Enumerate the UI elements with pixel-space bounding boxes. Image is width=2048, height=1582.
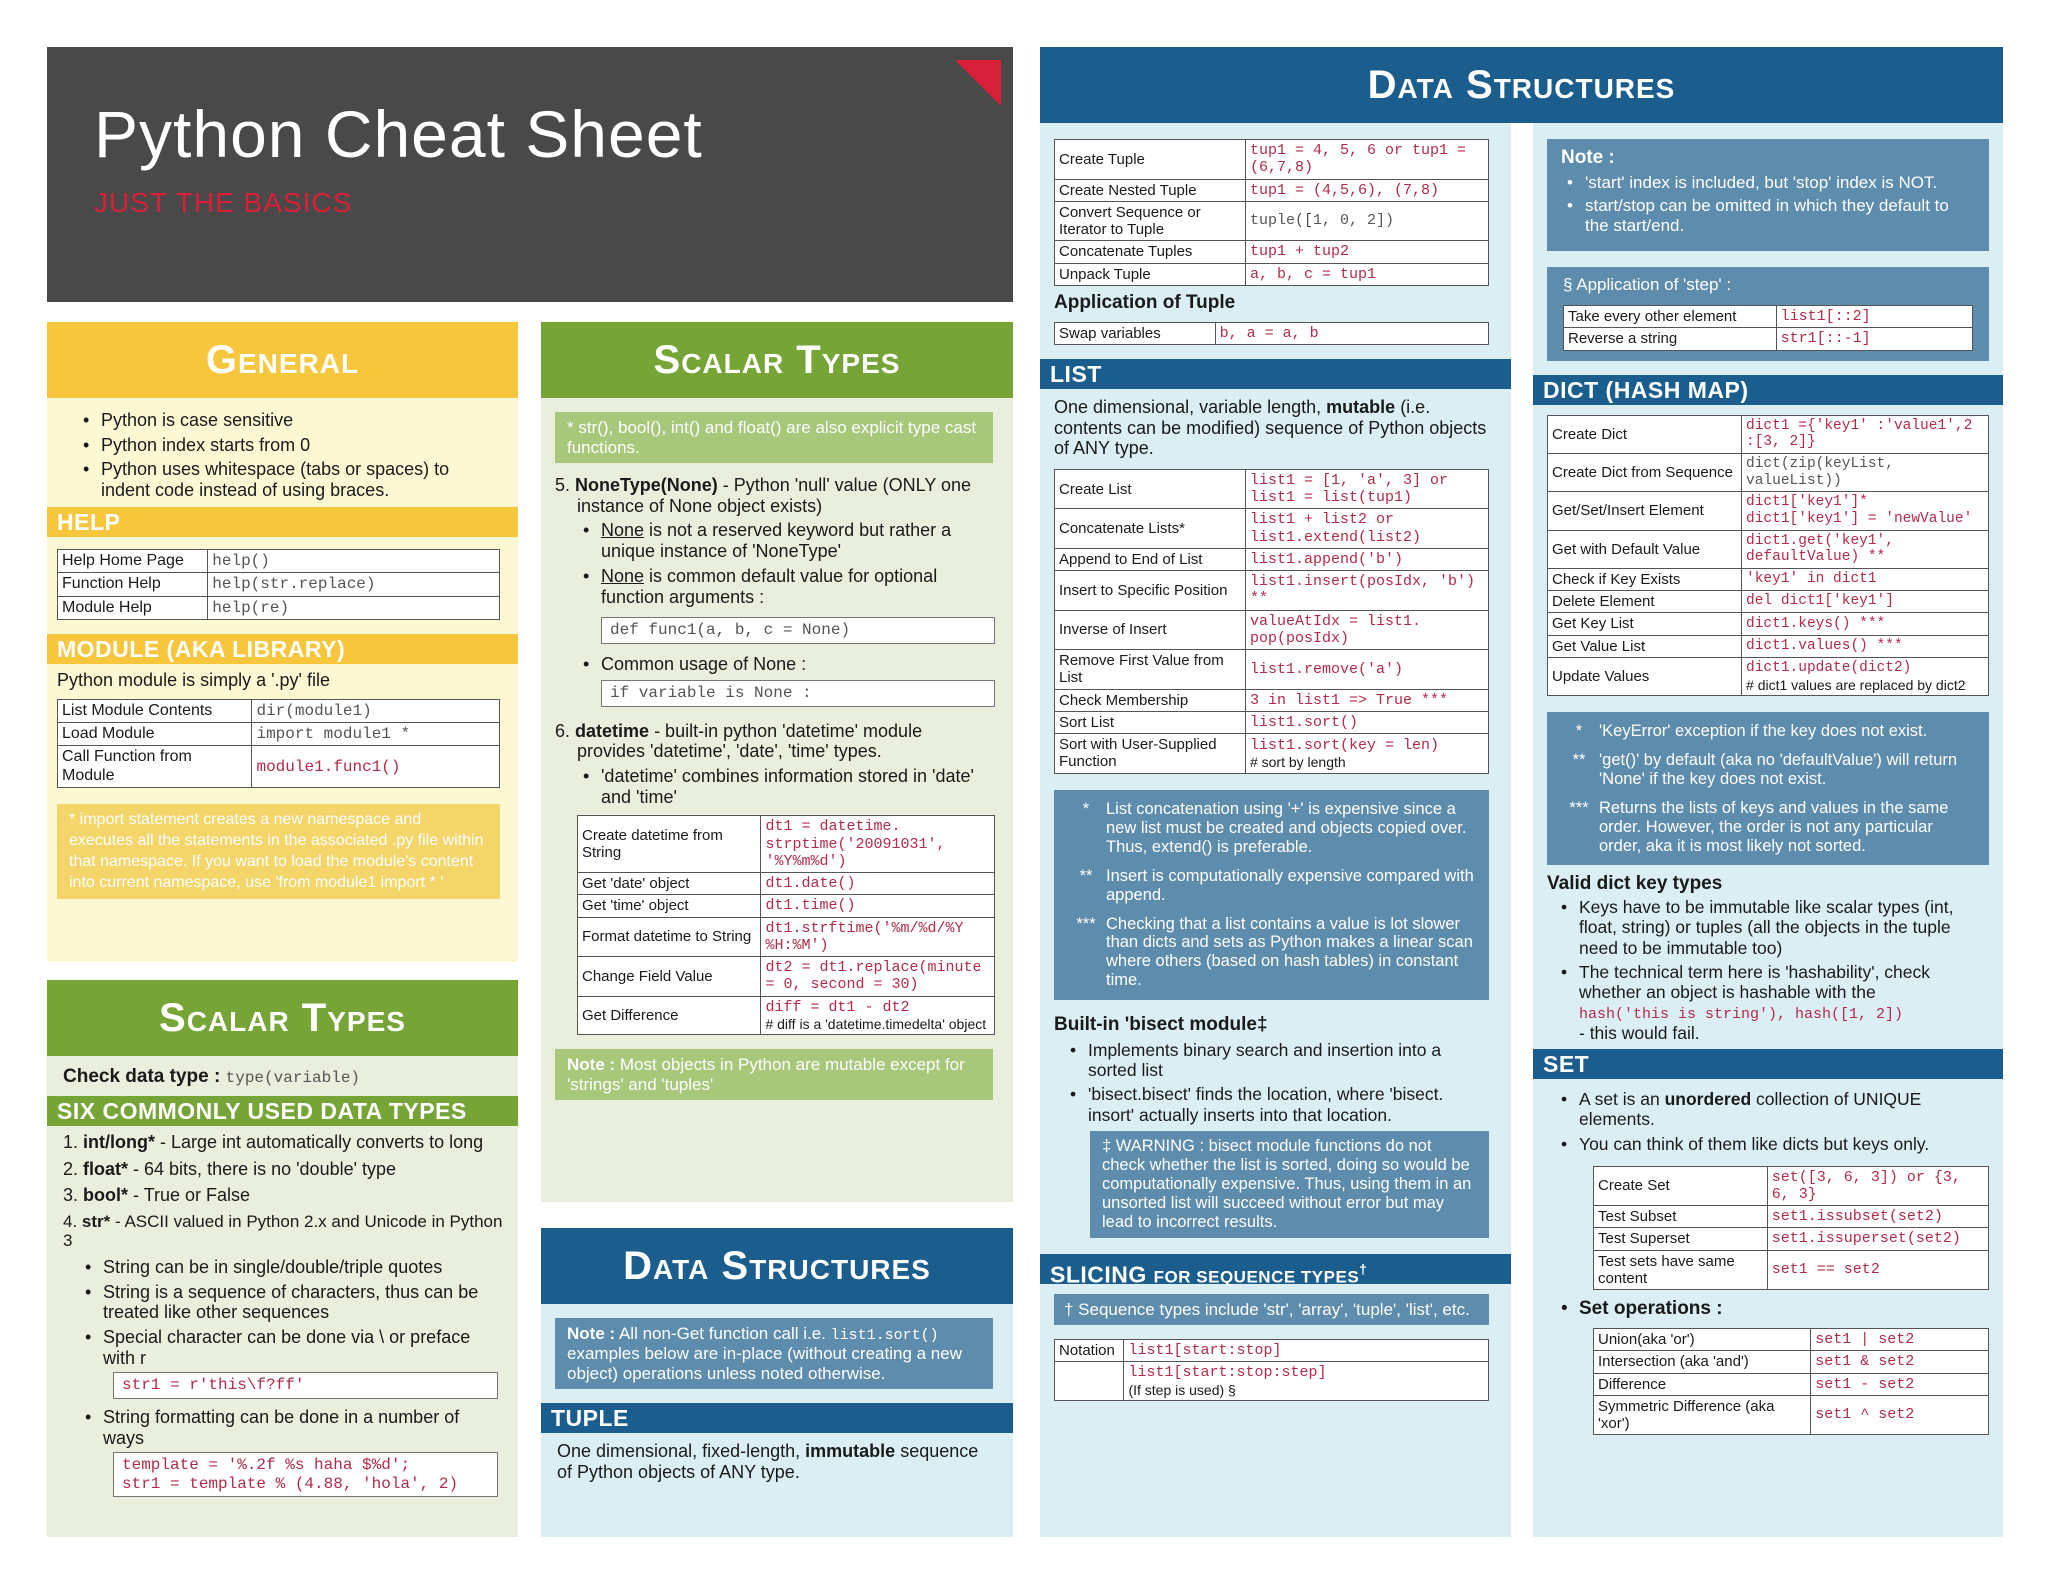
scalar-left-title: Scalar Types (47, 980, 518, 1056)
table-row: Get Key List dict1.keys() *** (1548, 613, 1989, 635)
scalar-types-mid-panel (541, 322, 1013, 1202)
slice-note-bullets (1561, 173, 1975, 236)
six-types-list (47, 1126, 518, 1497)
bisect-warning: ‡ WARNING : bisect module functions do not check whether the list is sorted, doing so would be computationally expensive. Thus, using them in an unsorted list will succeed without error but may lead to incorrect results. (1090, 1131, 1489, 1238)
none-usage-code: if variable is None : (601, 680, 995, 706)
setops-table (1593, 1328, 1989, 1435)
table-row: Get with Default Value dict1.get('key1', defaultValue) ** (1548, 530, 1989, 568)
table-row: Notation list1[start:stop] (1055, 1340, 1489, 1362)
header-banner (47, 47, 1013, 302)
datetime-item: 6. datetime - built-in python 'datetime' module provides 'datetime', 'date', 'time' types. (555, 720, 923, 762)
module-note: * import statement creates a new namespace and executes all the statements in the associated .py file within that namespace. If you want to load the module's content into current namespace, use 'from module1 import * ' (57, 804, 500, 899)
corner-triangle (955, 60, 1001, 106)
table-row: Swap variables b, a = a, b (1055, 322, 1489, 344)
list-item: • Python index starts from 0 (77, 435, 498, 456)
list-item: • start/stop can be omitted in which they default to the start/end. (1561, 196, 1975, 235)
module-table (57, 699, 500, 789)
mutable-note: Note : Most objects in Python are mutable except for 'strings' and 'tuples' (555, 1049, 993, 1100)
string-bullets (63, 1257, 504, 1368)
step-box: § Application of 'step' : Take every other element list1[::2] Reverse a string str1[::-1] (1547, 267, 1989, 360)
table-row: Module Help help(re) (58, 596, 500, 619)
table-row: Create Tuple tup1 = 4, 5, 6 or tup1 = (6,7,8) (1055, 140, 1489, 180)
table-row: Test Superset set1.issuperset(set2) (1594, 1228, 1989, 1250)
general-panel (47, 322, 518, 962)
format-bullets (63, 1407, 504, 1448)
list-item: ** 'get()' by default (aka no 'defaultValue') will return 'None' if the key does not exist. (1572, 750, 1958, 788)
table-row: Convert Sequence or Iterator to Tuple tuple([1, 0, 2]) (1055, 201, 1489, 241)
table-row: Concatenate Lists* list1 + list2 or list1.extend(list2) (1055, 509, 1489, 549)
table-row: Call Function from Module module1.func1() (58, 746, 500, 788)
dict-table (1547, 415, 1989, 696)
table-row: Get 'time' object dt1.time() (578, 895, 995, 917)
list-item: • Common usage of None : (577, 654, 995, 675)
help-heading: HELP (47, 507, 518, 537)
general-bullets (47, 398, 518, 501)
list-item: * List concatenation using '+' is expensive since a new list must be created and objects copied over. Thus, extend() is preferable. (1082, 799, 1467, 856)
inplace-note: Note : All non-Get function call i.e. list1.sort() examples below are in-place (without creating a new object) operations unless noted otherwise. (555, 1318, 993, 1389)
module-intro: Python module is simply a '.py' file (57, 669, 330, 690)
table-row: Sort List list1.sort() (1055, 711, 1489, 733)
table-row: Sort with User-Supplied Function list1.sort(key = len) # sort by length (1055, 734, 1489, 774)
table-row: Create datetime from String dt1 = datetime. strptime('20091031', '%Y%m%d') (578, 816, 995, 873)
raw-string-code: str1 = r'this\f?ff' (113, 1372, 498, 1398)
list-notes (1054, 790, 1489, 1001)
ds-right-title: Data Structures (1040, 47, 2003, 123)
table-row: Concatenate Tuples tup1 + tup2 (1055, 241, 1489, 263)
table-row: Load Module import module1 * (58, 723, 500, 746)
table-row: Create Nested Tuple tup1 = (4,5,6), (7,8) (1055, 179, 1489, 201)
data-structures-col3 (1040, 123, 1511, 1537)
set-table (1593, 1166, 1989, 1291)
cast-note: * str(), bool(), int() and float() are also explicit type cast functions. (555, 412, 993, 463)
list-item: ** Insert is computationally expensive compared with append. (1079, 866, 1474, 904)
datetime-bullets (555, 766, 995, 807)
list-item: * 'KeyError' exception if the key does not exist. (1575, 721, 1928, 740)
table-row: Check Membership 3 in list1 => True *** (1055, 689, 1489, 711)
format-code: template = '%.2f %s haha $%d'; str1 = template % (4.88, 'hola', 2) (113, 1452, 498, 1497)
list-item: 3. bool* - True or False (63, 1185, 251, 1206)
none-bullets (555, 520, 995, 607)
scalar-types-left-panel (47, 980, 518, 1537)
table-row: Test Subset set1.issubset(set2) (1594, 1206, 1989, 1228)
setops-bullet (1533, 1290, 2003, 1320)
table-row: Function Help help(str.replace) (58, 573, 500, 596)
table-row: Test sets have same content set1 == set2 (1594, 1250, 1989, 1290)
list-item: • String formatting can be done in a number of ways (79, 1407, 504, 1448)
table-row: Append to End of List list1.append('b') (1055, 548, 1489, 570)
table-row: Create Dict dict1 ={'key1' :'value1',2 :[3, 2]} (1548, 415, 1989, 453)
table-row: Update Values dict1.update(dict2) # dict1 values are replaced by dict2 (1548, 657, 1989, 695)
table-row: Union(aka 'or') set1 | set2 (1594, 1329, 1989, 1351)
set-heading: SET (1533, 1049, 2003, 1079)
table-row: Format datetime to String dt1.strftime('%m/%d/%Y %H:%M') (578, 917, 995, 957)
list-item: • None is not a reserved keyword but rather a unique instance of 'NoneType' (577, 520, 995, 561)
slicing-note: † Sequence types include 'str', 'array', 'tuple', 'list', etc. (1054, 1294, 1489, 1326)
bisect-heading: Built-in 'bisect module‡ (1054, 1014, 1268, 1036)
scalar-mid-title: Scalar Types (541, 322, 1013, 398)
list-item: *** Checking that a list contains a value is lot slower than dicts and sets as Python makes a linear scan where others (based on hash tables) in constant time. (1076, 914, 1473, 990)
page-subtitle: JUST THE BASICS (94, 187, 353, 218)
list-item: • String can be in single/double/triple quotes (79, 1257, 504, 1278)
list-item: • Set operations : (1555, 1298, 1989, 1320)
set-bullets (1533, 1079, 2003, 1153)
list-item: • 'start' index is included, but 'stop' index is NOT. (1561, 173, 1975, 193)
table-row: List Module Contents dir(module1) (58, 699, 500, 722)
data-structures-col4 (1533, 123, 2003, 1537)
table-row: Create Set set([3, 6, 3]) or {3, 6, 3} (1594, 1166, 1989, 1206)
list-item: • A set is an unordered collection of UNIQUE elements. (1555, 1089, 1989, 1129)
page-title: Python Cheat Sheet (94, 97, 703, 171)
valid-keys-bullets (1533, 895, 2003, 1043)
help-table (57, 549, 500, 620)
bisect-bullets (1040, 1036, 1511, 1125)
table-row: Get Difference diff = dt1 - dt2 # diff is a 'datetime.timedelta' object (578, 996, 995, 1034)
table-row: Unpack Tuple a, b, c = tup1 (1055, 263, 1489, 285)
table-row: list1[start:stop:step] (If step is used) § (1055, 1362, 1489, 1400)
list-item: *** Returns the lists of keys and values in the same order. However, the order is not any particular order, aka it is most likely not sorted. (1569, 798, 1949, 855)
none-default-code: def func1(a, b, c = None) (601, 617, 995, 643)
table-row: Difference set1 - set2 (1594, 1373, 1989, 1395)
table-row: Symmetric Difference (aka 'xor') set1 ^ set2 (1594, 1395, 1989, 1435)
datetime-table (577, 815, 995, 1035)
tuple-description: One dimensional, fixed-length, immutable sequence of Python objects of ANY type. (557, 1441, 979, 1483)
list-item: • Keys have to be immutable like scalar types (int, float, string) or tuples (all the objects in the tuple need to be immutable too) (1555, 897, 1989, 957)
module-heading: MODULE (AKA LIBRARY) (47, 634, 518, 664)
table-row: Remove First Value from List list1.remove('a') (1055, 650, 1489, 690)
list-description: One dimensional, variable length, mutable (i.e. contents can be modified) sequence of Python objects of ANY type. (1054, 396, 1487, 459)
table-row: Insert to Specific Position list1.insert(posIdx, 'b') ** (1055, 571, 1489, 611)
list-item: • Python uses whitespace (tabs or spaces) to indent code instead of using braces. (77, 459, 498, 500)
list-item: • Implements binary search and insertion into a sorted list (1064, 1040, 1489, 1080)
six-types-heading: SIX COMMONLY USED DATA TYPES (47, 1096, 518, 1126)
step-table (1563, 305, 1973, 351)
table-row: Get 'date' object dt1.date() (578, 873, 995, 895)
list-item: 2. float* - 64 bits, there is no 'double' type (63, 1158, 397, 1179)
app-tuple-heading: Application of Tuple (1054, 291, 1236, 313)
table-row: Take every other element list1[::2] (1564, 306, 1973, 328)
table-row: Intersection (aka 'and') set1 & set2 (1594, 1351, 1989, 1373)
table-row: Get Value List dict1.values() *** (1548, 635, 1989, 657)
dict-heading: DICT (HASH MAP) (1533, 375, 2003, 405)
check-type-code: type(variable) (225, 1069, 361, 1087)
dict-notes (1547, 712, 1989, 866)
table-row: Check if Key Exists 'key1' in dict1 (1548, 568, 1989, 590)
list-item: • Special character can be done via \ or preface with r (79, 1327, 504, 1368)
table-row: Delete Element del dict1['key1'] (1548, 591, 1989, 613)
table-row: Get/Set/Insert Element dict1['key1']* dict1['key1'] = 'newValue' (1548, 492, 1989, 530)
table-row: Create List list1 = [1, 'a', 3] or list1 = list(tup1) (1055, 469, 1489, 509)
table-row: Create Dict from Sequence dict(zip(keyList, valueList)) (1548, 453, 1989, 491)
list-table (1054, 469, 1489, 774)
table-row: Inverse of Insert valueAtIdx = list1. pop(posIdx) (1055, 610, 1489, 650)
valid-keys-heading: Valid dict key types (1547, 873, 1723, 895)
list-item: • None is common default value for optional function arguments : (577, 566, 995, 607)
list-item: 4. str* - ASCII valued in Python 2.x and Unicode in Python 3 (63, 1211, 503, 1251)
slicing-table (1054, 1339, 1489, 1401)
tuple-table (1054, 139, 1489, 286)
nonetype-item: 5. NoneType(None) - Python 'null' value (ONLY one instance of None object exists) (555, 475, 972, 516)
table-row: Reverse a string str1[::-1] (1564, 328, 1973, 350)
data-structures-mid-panel (541, 1228, 1013, 1537)
tuple-heading: TUPLE (541, 1403, 1013, 1433)
table-row: Change Field Value dt2 = dt1.replace(minute = 0, second = 30) (578, 957, 995, 997)
list-item: • Python is case sensitive (77, 410, 498, 431)
check-type-label: Check data type : (63, 1066, 221, 1087)
slice-note: Note : • 'start' index is included, but 'stop' index is NOT. • start/stop can be omitted in which they default to the start/end. (1547, 139, 1989, 251)
list-item: • 'bisect.bisect' finds the location, where 'bisect. insort' actually inserts into that location. (1064, 1084, 1489, 1124)
general-title: General (47, 322, 518, 398)
list-item: • String is a sequence of characters, thus can be treated like other sequences (79, 1282, 504, 1323)
slicing-heading: SLICING FOR SEQUENCE TYPES† (1040, 1254, 1511, 1284)
list-item: 1. int/long* - Large int automatically converts to long (63, 1131, 484, 1152)
none-usage-bullet (555, 654, 995, 675)
list-item: • 'datetime' combines information stored in 'date' and 'time' (577, 766, 995, 807)
ds-mid-title: Data Structures (541, 1228, 1013, 1304)
list-item: • You can think of them like dicts but keys only. (1555, 1134, 1989, 1154)
swap-table (1054, 322, 1489, 345)
list-heading: LIST (1040, 359, 1511, 389)
list-item: • The technical term here is 'hashability', check whether an object is hashable with the hash('this is string'), hash([1, 2]) - this would fail. (1555, 962, 1989, 1044)
table-row: Help Home Page help() (58, 549, 500, 572)
